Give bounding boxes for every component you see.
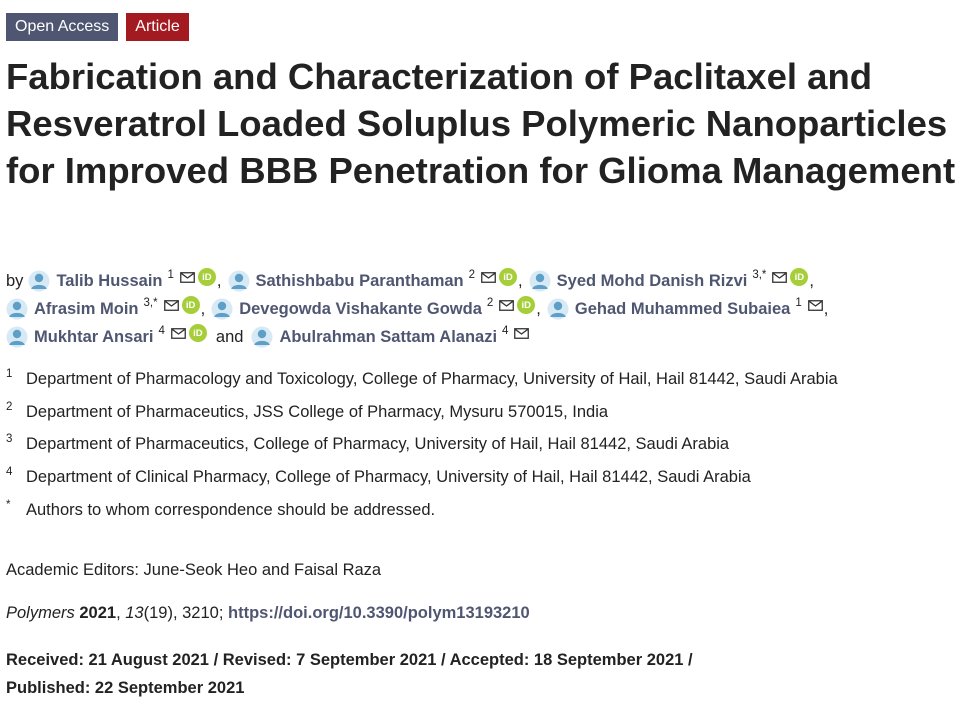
publication-dates (6, 646, 693, 702)
envelope-icon[interactable] (499, 300, 514, 311)
envelope-icon[interactable] (180, 272, 195, 283)
affiliation-number: * (6, 498, 11, 511)
dates-line: Received: 21 August 2021 / Revised: 7 September 2021 / Accepted: 18 September 2021 / (6, 651, 693, 669)
author-name[interactable]: Mukhtar Ansari (34, 327, 154, 346)
envelope-icon[interactable] (164, 300, 179, 311)
affiliation-number: 4 (6, 466, 13, 479)
citation: Polymers 2021, 13(19), 3210; https://doi.org/10.3390/polym13193210 (6, 604, 530, 622)
author-separator: , (823, 299, 829, 318)
published-date: Published: 22 September 2021 (6, 679, 245, 697)
author-entry (28, 270, 215, 292)
orcid-icon[interactable]: iD (189, 324, 207, 342)
author-entry (6, 298, 200, 320)
affiliation-item (6, 370, 838, 403)
author-affiliation-sup: 3,* (752, 269, 767, 281)
orcid-icon[interactable]: iD (198, 268, 216, 286)
orcid-icon[interactable]: iD (182, 296, 200, 314)
envelope-icon[interactable] (808, 300, 823, 311)
envelope-icon[interactable] (481, 272, 496, 283)
person-icon (251, 326, 273, 348)
article-title: Fabrication and Characterization of Paclitaxel and Resveratrol Loaded Soluplus Polymeric Nanoparticles for Improved BBB Penetration for Glioma Management (6, 56, 956, 191)
affiliation-number: 1 (6, 368, 13, 380)
journal-name: Polymers (6, 604, 75, 622)
author-name[interactable]: Talib Hussain (56, 271, 163, 290)
person-icon (211, 298, 233, 320)
envelope-icon[interactable] (514, 328, 529, 339)
person-icon (28, 270, 50, 292)
affiliation-text: Department of Pharmaceutics, JSS College of Pharmacy, Mysuru 570015, India (26, 402, 609, 421)
author-entry (547, 298, 823, 320)
affiliation-number: 3 (6, 433, 13, 446)
affiliation-text: Authors to whom correspondence should be addressed. (26, 500, 436, 519)
author-affiliation-sup: 2 (486, 297, 494, 309)
author-line (6, 295, 968, 323)
envelope-icon[interactable] (772, 272, 787, 283)
badge-row (6, 13, 189, 41)
author-affiliation-sup: 4 (502, 325, 509, 337)
person-icon (529, 270, 551, 292)
affiliation-item (6, 435, 838, 468)
doi-link[interactable]: https://doi.org/10.3390/polym13193210 (228, 604, 530, 622)
affiliation-number: 2 (6, 400, 13, 413)
envelope-icon[interactable] (171, 328, 186, 339)
author-affiliation-sup: 1 (795, 297, 802, 309)
author-line (6, 267, 968, 295)
author-separator: , (200, 299, 206, 318)
author-name[interactable]: Gehad Muhammed Subaiea (574, 299, 791, 318)
author-entry (228, 270, 518, 292)
citation-year: 2021 (79, 604, 117, 622)
affiliations (6, 370, 838, 533)
person-icon (547, 298, 569, 320)
citation-issue-pages: (19), 3210; (143, 604, 228, 622)
person-icon (6, 326, 28, 348)
affiliation-item (6, 498, 838, 534)
author-separator: , (216, 271, 222, 290)
author-entry (6, 326, 207, 348)
author-separator: , (518, 271, 523, 290)
orcid-icon[interactable]: iD (517, 296, 535, 314)
article-type-badge[interactable]: Article (126, 13, 188, 41)
author-affiliation-sup: 1 (167, 269, 174, 281)
author-name[interactable]: Devegowda Vishakante Gowda (239, 299, 482, 318)
author-affiliation-sup: 2 (468, 269, 476, 281)
author-affiliation-sup: 4 (158, 325, 165, 337)
person-icon (6, 298, 28, 320)
author-affiliation-sup: 3,* (143, 297, 158, 309)
affiliation-text: Department of Pharmaceutics, College of Pharmacy, University of Hail, Hail 81442, Saudi Arabia (26, 435, 730, 454)
person-icon (228, 270, 250, 292)
author-entry (529, 270, 809, 292)
author-name[interactable]: Sathishbabu Paranthaman (255, 271, 464, 290)
citation-volume: 13 (125, 604, 144, 622)
affiliation-text: Department of Pharmacology and Toxicology, College of Pharmacy, University of Hail, Hail 81442, Saudi Arabia (26, 370, 838, 388)
and-label: and (215, 327, 244, 346)
author-name[interactable]: Syed Mohd Danish Rizvi (556, 271, 748, 290)
by-label: by (6, 271, 24, 290)
affiliation-text: Department of Clinical Pharmacy, College of Pharmacy, University of Hail, Hail 81442, Saudi Arabia (26, 468, 751, 487)
author-list (6, 267, 968, 351)
affiliation-item (6, 400, 838, 436)
orcid-icon[interactable]: iD (790, 268, 808, 286)
author-name[interactable]: Afrasim Moin (34, 299, 139, 318)
academic-editors: Academic Editors: June-Seok Heo and Faisal Raza (6, 561, 382, 579)
open-access-badge[interactable]: Open Access (6, 13, 118, 41)
author-entry (251, 326, 529, 348)
orcid-icon[interactable]: iD (499, 268, 517, 286)
author-entry (211, 298, 535, 320)
affiliation-item (6, 468, 838, 501)
author-separator: , (809, 271, 815, 290)
author-line (6, 323, 968, 351)
author-name[interactable]: Abulrahman Sattam Alanazi (279, 327, 498, 346)
author-separator: , (536, 299, 541, 318)
